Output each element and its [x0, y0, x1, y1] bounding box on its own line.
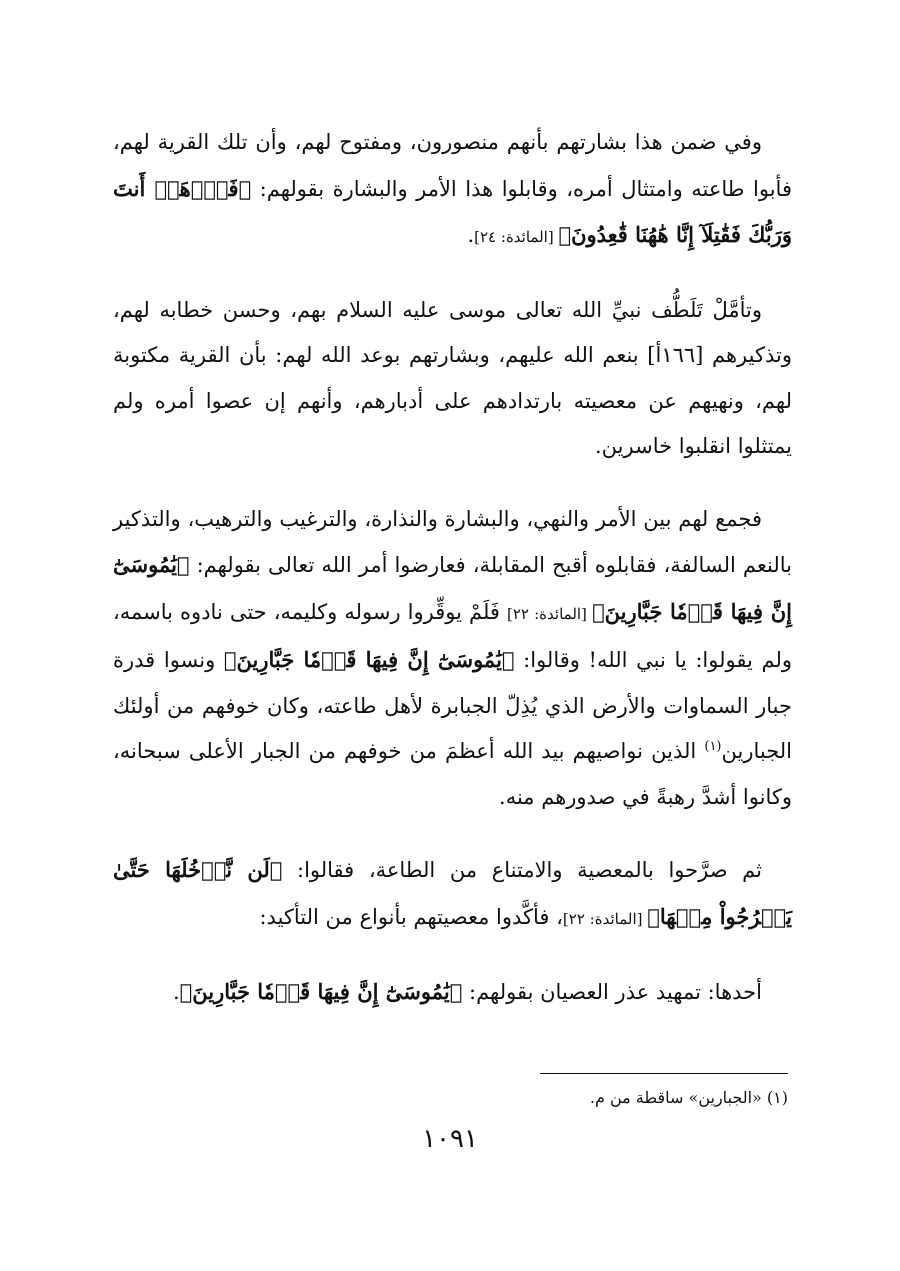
footnote-reference[interactable]: (١) [704, 739, 722, 754]
page-number: ١٠٩١ [422, 1124, 478, 1154]
paragraph-1-end: . [467, 223, 475, 247]
paragraph-5-end: . [172, 980, 180, 1004]
footnote-text: «الجبارين» ساقطة من م. [589, 1088, 767, 1107]
paragraph-2 [113, 288, 792, 470]
verse-reference: [المائدة: ٢٢] [507, 604, 593, 623]
paragraph-2-text: وتأمَّلْ تَلَطُّف نبيِّ الله تعالى موسى عليه السلام بهم، وحسن خطابه لهم، وتذكيرهم [١٦٦أ] بنعم الله عليهم، وبشارتهم بوعد الله لهم: بأن القرية مكتوبة لهم، ونهيهم عن معصيته بارتدادهم على أدبارهم، وأنهم إن عصوا أمره ولم يمتثلوا انقلبوا خاسرين. [113, 297, 792, 458]
paragraph-3-text-d: الذين نواصيهم بيد الله أعظمَ من خوفهم من الجبار الأعلى سبحانه، وكانوا أشدَّ رهبةً في صدورهم منه. [113, 739, 792, 809]
paragraph-4-text-b: ، فأكَّدوا معصيتهم بأنواع من التأكيد: [259, 904, 563, 929]
footnote-divider [540, 1073, 788, 1074]
verse-reference: [المائدة: ٢٤] [474, 228, 559, 246]
verse-reference: [المائدة: ٢٢] [562, 909, 648, 928]
paragraph-4-text-a: ثم صرَّحوا بالمعصية والامتناع من الطاعة، فقالوا: [282, 858, 762, 882]
paragraph-5-text-a: أحدها: تمهيد عذر العصيان بقولهم: [462, 980, 762, 1004]
paragraph-3-text-c: ونسوا قدرة جبار السماوات والأرض الذي يُذِلّ الجبابرة لأهل طاعته، وكان خوفهم من أولئك الجبارين [113, 648, 792, 763]
paragraph-4 [113, 847, 792, 942]
quran-verse: ﴿يَٰمُوسَىٰٓ إِنَّ فِيهَا قَوۡمٗا جَبَّارِينَ﴾ [113, 552, 792, 624]
quran-verse: ﴿يَٰمُوسَىٰٓ إِنَّ فِيهَا قَوۡمٗا جَبَّارِينَ﴾ [179, 979, 463, 1004]
paragraph-3-text-b: فَلَمْ يوقِّروا رسوله وكليمه، حتى نادوه باسمه، ولم يقولوا: يا نبي الله! وقالوا: [113, 599, 792, 672]
main-text [113, 120, 792, 1016]
paragraph-5 [113, 969, 792, 1016]
quran-verse: ﴿يَٰمُوسَىٰٓ إِنَّ فِيهَا قَوۡمٗا جَبَّارِينَ﴾ [223, 647, 515, 672]
paragraph-3 [113, 497, 792, 821]
paragraph-1-text: وفي ضمن هذا بشارتهم بأنهم منصورون، ومفتوح لهم، وأن تلك القرية لهم، فأبوا طاعته وامتثال أمره، وقابلوا هذا الأمر والبشارة بقولهم: [113, 130, 792, 201]
quran-verse: ﴿لَن نَّدۡخُلَهَا حَتَّىٰ يَخۡرُجُواْ مِنۡهَا﴾ [113, 857, 792, 929]
quran-verse: ﴿فَٱذۡهَبۡ أَنتَ وَرَبُّكَ فَقَٰتِلَآ إِنَّا هَٰهُنَا قَٰعِدُونَ﴾ [113, 175, 792, 247]
paragraph-3-text-a: فجمع لهم بين الأمر والنهي، والبشارة والنذارة، والترغيب والترهيب، والتذكير بالنعم السالفة، فقابلوه أقبح المقابلة، فعارضوا أمر الله تعالى بقولهم: [113, 506, 792, 577]
footnote-marker: (١) [766, 1088, 788, 1107]
paragraph-1 [113, 120, 792, 261]
footnote [400, 1086, 788, 1110]
